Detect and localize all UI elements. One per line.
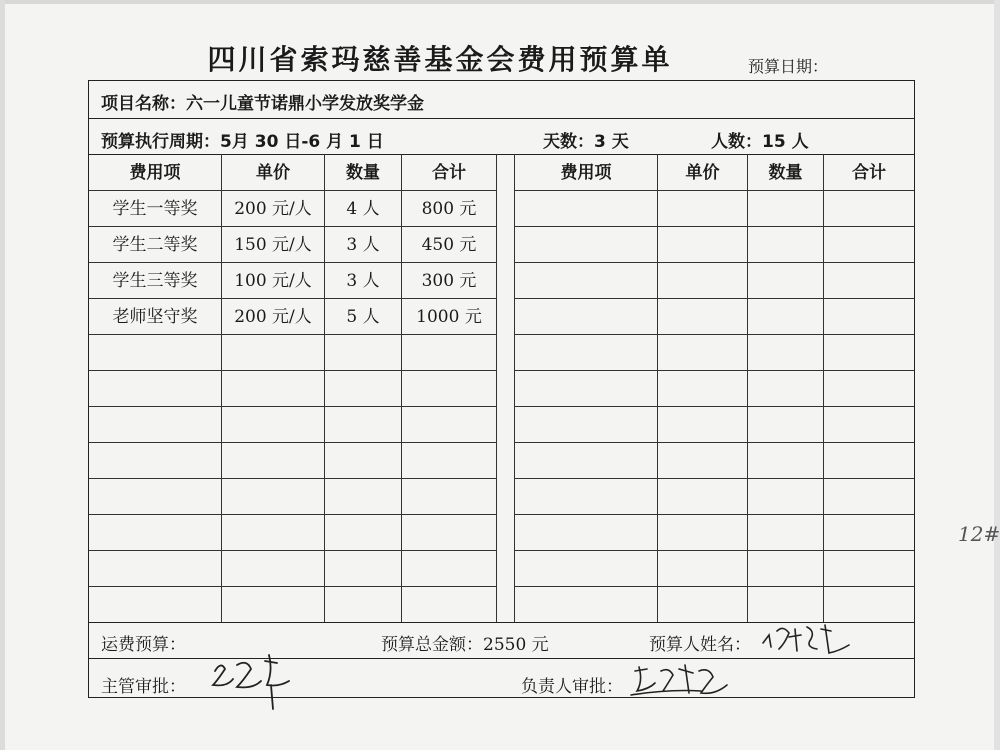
header-unit-price: 单价 [256,163,290,183]
grid-line [89,442,496,443]
header-item: 费用项 [560,163,612,183]
margin-note: 12# [958,522,1000,546]
budget-date-label: 预算日期： [748,57,829,76]
table-cell: 5 人 [346,307,380,327]
scan-edge [994,0,1000,750]
responsible-signature [629,661,739,701]
grid-line [514,334,914,335]
table-cell: 200 元/人 [234,199,312,219]
table-cell: 300 元 [421,271,477,291]
header-total: 合计 [852,163,886,183]
grid-line [514,478,914,479]
table-cell: 学生二等奖 [112,235,198,255]
budgeter-signature [759,621,859,657]
days-count: 天数：3 天 [543,132,629,152]
table-cell: 100 元/人 [234,271,312,291]
header-quantity: 数量 [346,163,380,183]
document-title: 四川省索玛慈善基金会费用预算单 [207,43,673,76]
grid-line [89,586,496,587]
table-cell: 4 人 [346,199,380,219]
table-cell: 150 元/人 [234,235,312,255]
grid-line [89,478,496,479]
table-cell: 450 元 [421,235,477,255]
grid-line [514,226,914,227]
responsible-approval-label: 负责人审批： [521,677,623,697]
grid-line [747,154,748,622]
grid-line [514,154,515,622]
grid-line [823,154,824,622]
project-name: 项目名称：六一儿童节诺鼎小学发放奖学金 [101,94,424,114]
grid-line [514,586,914,587]
table-cell: 学生一等奖 [112,199,198,219]
grid-line [89,370,496,371]
header-total: 合计 [432,163,466,183]
table-cell: 800 元 [421,199,477,219]
scan-edge [0,0,1000,4]
grid-line [657,154,658,622]
table-cell: 3 人 [346,271,380,291]
grid-line [89,550,496,551]
header-item: 费用项 [129,163,181,183]
grid-line [514,370,914,371]
divider [89,118,914,119]
grid-line [514,550,914,551]
grid-line [514,514,914,515]
header-quantity: 数量 [768,163,803,183]
table-cell: 学生三等奖 [112,271,198,291]
budget-form [88,80,915,698]
budgeter-name-label: 预算人姓名： [649,635,751,655]
grid-line [496,154,497,622]
grid-line [514,442,914,443]
header-unit-price: 单价 [685,163,720,183]
table-cell: 3 人 [346,235,380,255]
grid-line [514,298,914,299]
supervisor-signature [207,651,307,711]
scan-edge [0,0,5,750]
grid-line [514,406,914,407]
table-cell: 老师坚守奖 [112,307,198,327]
people-count: 人数：15 人 [711,132,809,152]
supervisor-approval-label: 主管审批： [101,677,186,697]
grid-line [89,406,496,407]
grid-line [514,262,914,263]
freight-budget-label: 运费预算： [101,635,186,655]
table-cell: 200 元/人 [234,307,312,327]
total-budget: 预算总金额：2550 元 [381,635,549,655]
grid-line [89,514,496,515]
budget-period: 预算执行周期：5月 30 日-6 月 1 日 [101,132,384,152]
table-cell: 1000 元 [416,307,482,327]
